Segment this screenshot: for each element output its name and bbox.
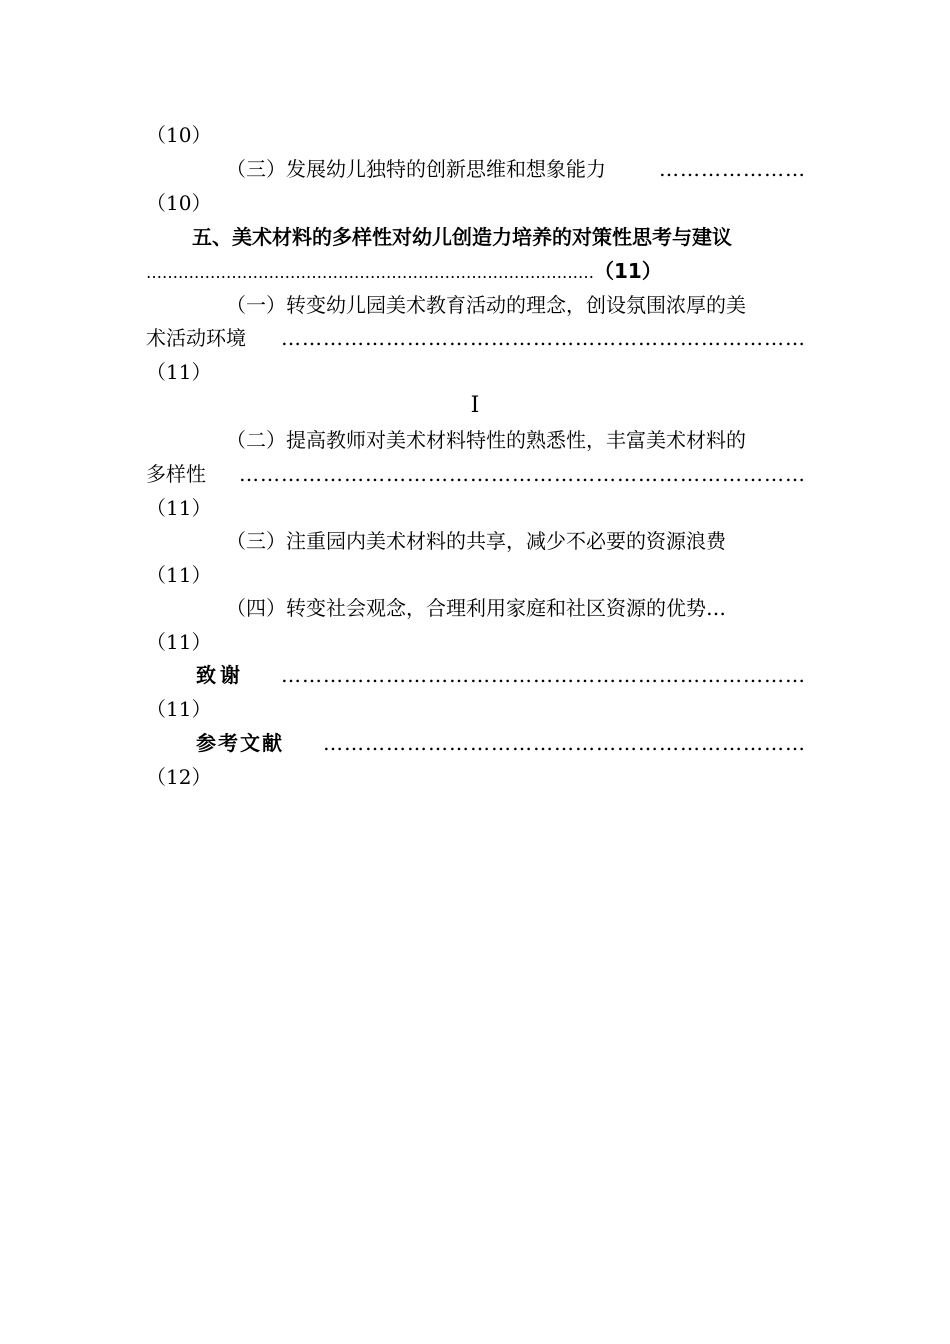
toc-page-ref: [146, 625, 806, 659]
toc-entry-title: （三）发展幼儿独特的创新思维和想象能力: [226, 157, 606, 181]
toc-page-number: （11）: [146, 630, 212, 654]
toc-entry-title: （二）提高教师对美术材料特性的熟悉性，丰富美术材料的: [226, 428, 746, 452]
toc-entry-section-3-sharing[interactable]: [226, 524, 806, 558]
toc-page-ref: [146, 558, 806, 592]
toc-page-number: （11）: [146, 563, 212, 587]
toc-dot-leader: …………………………………………………………………: [281, 326, 806, 350]
toc-entry-title: 参考文献: [196, 731, 284, 755]
toc-entry-section-3-creativity[interactable]: [226, 152, 806, 186]
toc-dot-leader: …………………: [659, 157, 806, 181]
toc-dot-leader: ………………………………………………………………………: [239, 462, 806, 486]
toc-entry-section-1-cont[interactable]: [146, 321, 806, 355]
toc-entry-acknowledgements[interactable]: [196, 658, 806, 692]
toc-entry-section-2-cont[interactable]: [146, 457, 806, 491]
page-number: I: [470, 393, 480, 418]
toc-dot-leader: …………………………………………………………………: [281, 663, 806, 687]
toc-entry-chapter-5[interactable]: [192, 220, 806, 254]
toc-page-number: （10）: [146, 123, 212, 147]
toc-entry-title: 术活动环境: [146, 326, 246, 350]
toc-entry-section-4[interactable]: [226, 591, 806, 625]
toc-page-ref: [146, 491, 806, 525]
toc-entry-section-1[interactable]: [226, 288, 806, 322]
toc-page-number: （11）: [146, 496, 212, 520]
toc-entry-title: （四）转变社会观念，合理利用家庭和社区资源的优势…: [226, 596, 726, 620]
toc-entry-title: （三）注重园内美术材料的共享，减少不必要的资源浪费: [226, 529, 726, 553]
toc-entry-title: 五、美术材料的多样性对幼儿创造力培养的对策性思考与建议: [192, 225, 732, 249]
toc-entry-section-2[interactable]: [226, 423, 806, 457]
toc-entry-title: 致谢: [196, 663, 244, 687]
toc-page-ref: [146, 355, 806, 389]
toc-entry-title: （一）转变幼儿园美术教育活动的理念，创设氛围浓厚的美: [226, 293, 746, 317]
toc-page-number: （11）: [146, 360, 212, 384]
toc-entry-title: 多样性: [146, 462, 206, 486]
toc-page-number: （11）: [594, 259, 662, 283]
toc-page-ref: [146, 186, 806, 220]
toc-entry-references[interactable]: [196, 726, 806, 760]
toc-dot-leader: …………………………………………………………………………: [146, 263, 594, 282]
toc-page-number: （12）: [146, 765, 212, 789]
toc-page-ref: [146, 692, 806, 726]
toc-page-ref: [146, 760, 806, 794]
toc-page-number: （10）: [146, 191, 212, 215]
toc-page-ref: [146, 118, 806, 152]
toc-page-number: （11）: [146, 697, 212, 721]
toc-entry-chapter-5-leader: [146, 254, 786, 288]
toc-dot-leader: ……………………………………………………………: [323, 731, 806, 755]
